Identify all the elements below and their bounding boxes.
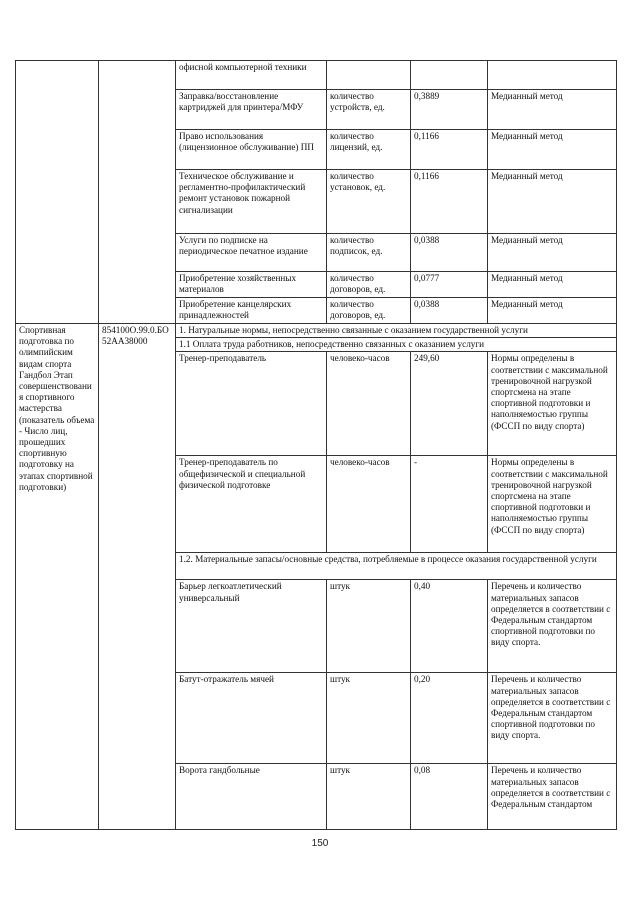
norm-value: 0,08 [411,764,488,830]
norm-name: Ворота гандбольные [176,764,327,830]
service-name: Спортивная подготовка по олимпийским видам спорта Гандбол Этап совершенствования спортивного мастерства (показатель объема - Число лиц, прошедших спортивную подготовку на этапах спортивной подготовки) [16,324,99,830]
norm-value: 0,1166 [411,170,488,234]
norm-value: 0,0388 [411,234,488,272]
norm-name: Заправка/восстановление картриджей для принтера/МФУ [176,90,327,130]
norm-unit: количество подписок, ед. [327,234,411,272]
norm-unit: количество устройств, ед. [327,90,411,130]
norm-unit: количество договоров, ед. [327,272,411,298]
norm-value: 249,60 [411,352,488,456]
norm-value: 0,0388 [411,298,488,324]
norm-value: 0,40 [411,580,488,673]
norm-unit: штук [327,673,411,764]
norm-unit: количество лицензий, ед. [327,130,411,170]
section-heading: 1.1 Оплата труда работников, непосредственно связанных с оказанием услуги [176,338,617,352]
norm-unit: штук [327,764,411,830]
norm-name: Приобретение хозяйственных материалов [176,272,327,298]
page-number: 150 [311,838,329,849]
norm-name: Услуги по подписке на периодическое печатное издание [176,234,327,272]
norm-value: 0,0777 [411,272,488,298]
norm-value: 0,3889 [411,90,488,130]
norm-value: 0,1166 [411,130,488,170]
norm-method: Медианный метод [488,170,617,234]
service-code: 854100О.99.0.БО52АА38000 [99,324,176,830]
norm-unit: количество установок, ед. [327,170,411,234]
norm-method: Медианный метод [488,130,617,170]
table-row [16,61,617,90]
norm-name: Барьер легкоатлетический универсальный [176,580,327,673]
norm-name: Батут-отражатель мячей [176,673,327,764]
norm-value: 0,20 [411,673,488,764]
norm-value [411,61,488,90]
section-heading: 1.2. Материальные запасы/основные средства, потребляемые в процессе оказания государственной услуги [176,553,617,580]
norm-method: Перечень и количество материальных запасов определяется в соответствии с Федеральным стандартом спортивной подготовки по виду спорта. [488,580,617,673]
norm-unit: человеко-часов [327,352,411,456]
norm-unit: штук [327,580,411,673]
norm-method: Нормы определены в соответствии с максимальной тренировочной нагрузкой спортсмена на этапе спортивной подготовки и наполняемостью группы (ФССП по виду спорта) [488,456,617,553]
norm-unit: количество договоров, ед. [327,298,411,324]
norm-unit: человеко-часов [327,456,411,553]
code-cell-empty [99,61,176,324]
norm-name: офисной компьютерной техники [176,61,327,90]
norm-name: Приобретение канцелярских принадлежностей [176,298,327,324]
norm-name: Право использования (лицензионное обслуживание) ПП [176,130,327,170]
table-row [16,324,617,338]
norm-method: Перечень и количество материальных запасов определяется в соответствии с Федеральным стандартом [488,764,617,830]
norm-method: Медианный метод [488,272,617,298]
norm-method: Медианный метод [488,298,617,324]
norm-name: Техническое обслуживание и регламентно-профилактический ремонт установок пожарной сигнализации [176,170,327,234]
norm-unit [327,61,411,90]
norm-method: Медианный метод [488,90,617,130]
norm-name: Тренер-преподаватель [176,352,327,456]
norm-name: Тренер-преподаватель по общефизической и специальной физической подготовке [176,456,327,553]
norm-value: - [411,456,488,553]
service-cell-empty [16,61,99,324]
norm-method: Перечень и количество материальных запасов определяется в соответствии с Федеральным стандартом спортивной подготовки по виду спорта. [488,673,617,764]
norm-method: Нормы определены в соответствии с максимальной тренировочной нагрузкой спортсмена на этапе спортивной подготовки и наполняемостью группы (ФССП по виду спорта) [488,352,617,456]
norm-method: Медианный метод [488,234,617,272]
norm-method [488,61,617,90]
norms-table [15,60,617,830]
section-heading: 1. Натуральные нормы, непосредственно связанные с оказанием государственной услуги [176,324,617,338]
